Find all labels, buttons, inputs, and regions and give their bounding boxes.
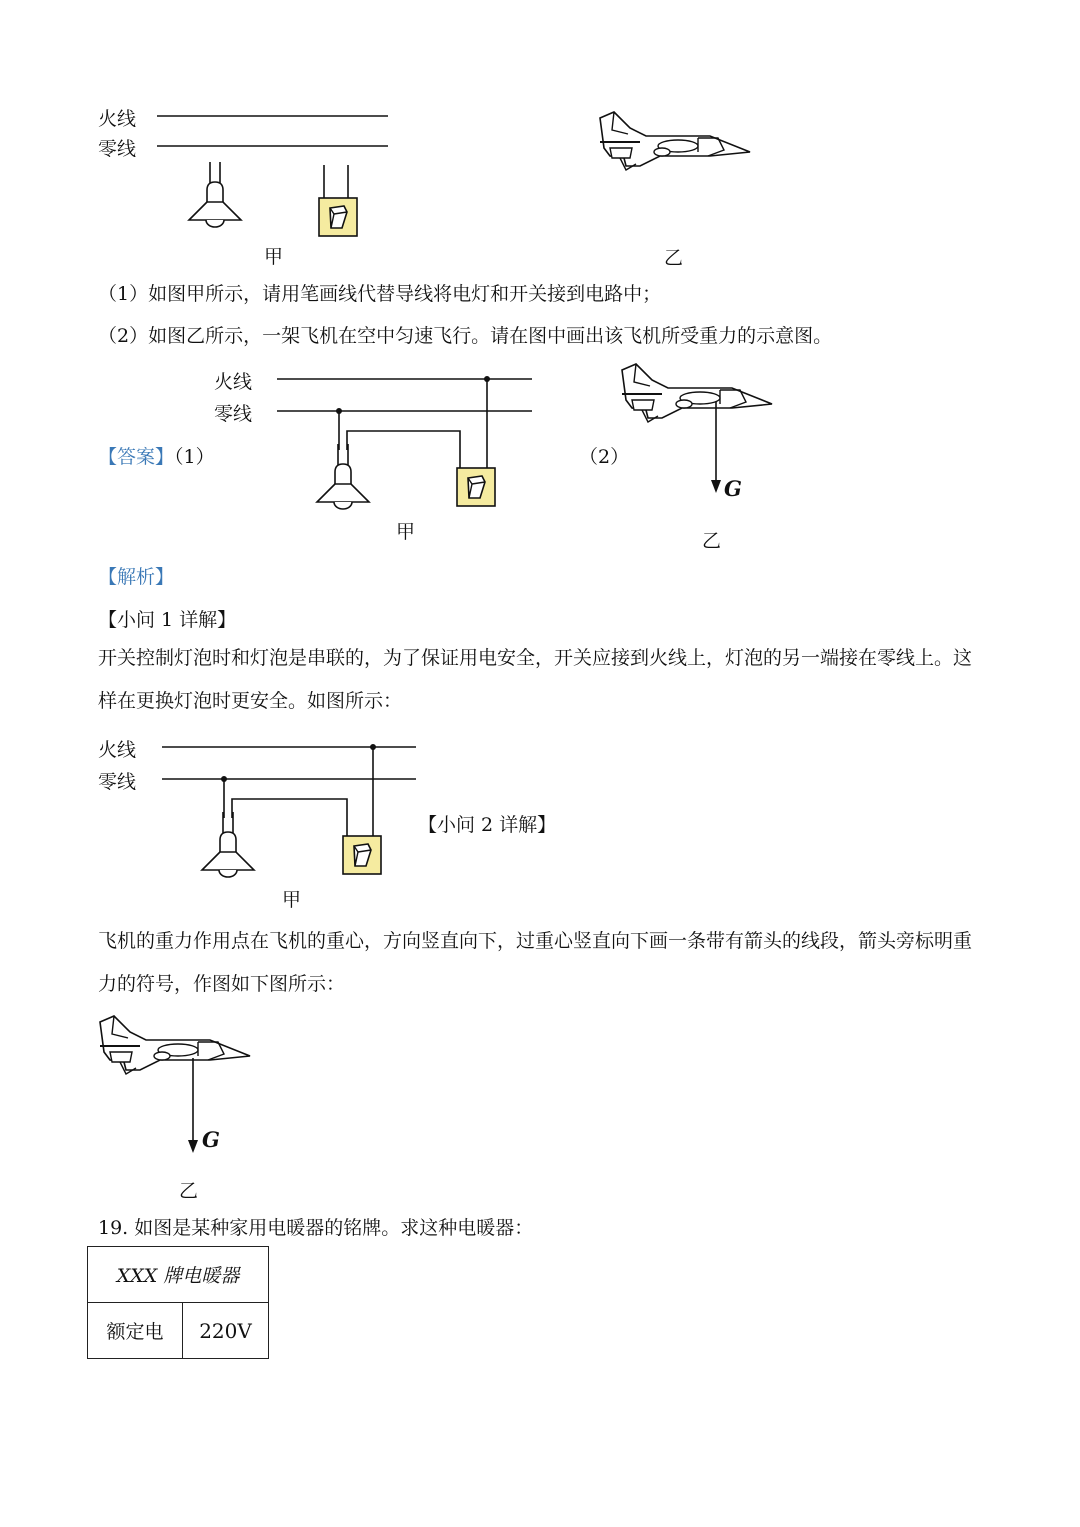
answer-hot-wire-label: 火线 (214, 371, 253, 393)
sub2-text: 飞机的重力作用点在飞机的重心，方向竖直向下，过重心竖直向下画一条带有箭头的线段，箭头旁标明重力的符号，作图如下图所示： (98, 930, 973, 995)
analysis-tag: 【解析】 (98, 566, 175, 588)
answer-part2-marker: （2） (579, 446, 630, 468)
sub1-hot-wire-label: 火线 (98, 739, 137, 761)
nameplate-title: XXX 牌电暖器 (88, 1247, 269, 1303)
answer-airplane-icon (622, 364, 772, 422)
nameplate-row1-value: 220V (183, 1303, 269, 1359)
analysis-figure-label-jia: 甲 (282, 889, 302, 911)
gravity-symbol: G (724, 476, 742, 501)
sub1-title: 【小问 1 详解】 (98, 609, 237, 631)
analysis-lamp-icon (202, 812, 254, 877)
answer-figure-label-yi: 乙 (702, 530, 722, 552)
answer-tag: 【答案】 (98, 446, 175, 468)
answer-part1-marker: （1） (174, 446, 215, 468)
answer-neutral-wire-label: 零线 (214, 403, 253, 425)
figure-label-yi: 乙 (664, 247, 684, 269)
lamp-icon (189, 162, 241, 227)
sub2-title: 【小问 2 详解】 (418, 814, 557, 836)
nameplate-row1-label: 额定电 (88, 1303, 183, 1359)
q19-text: 19. 如图是某种家用电暖器的铭牌。求这种电暖器： (98, 1217, 534, 1239)
answer-lamp-icon (317, 444, 369, 509)
nameplate-table (87, 1246, 269, 1359)
analysis-switch-icon (343, 836, 381, 874)
analysis-airplane-figure (0, 1010, 1080, 1160)
question-part-1: （1）如图甲所示，请用笔画线代替导线将电灯和开关接到电路中； (98, 283, 662, 305)
analysis-airplane-icon (100, 1016, 250, 1074)
hot-wire-label: 火线 (98, 108, 137, 130)
answer-header (98, 442, 215, 469)
analysis-figure-label-yi: 乙 (179, 1180, 199, 1202)
neutral-wire-label: 零线 (98, 138, 137, 160)
answer-figure-label-jia: 甲 (396, 521, 416, 543)
question-part-2: （2）如图乙所示，一架飞机在空中匀速飞行。请在图中画出该飞机所受重力的示意图。 (98, 325, 833, 347)
sub1-text: 开关控制灯泡时和灯泡是串联的，为了保证用电安全，开关应接到火线上，灯泡的另一端接在零线上。这样在更换灯泡时更安全。如图所示： (98, 647, 973, 712)
airplane-icon (600, 112, 750, 170)
sub1-neutral-wire-label: 零线 (98, 771, 137, 793)
answer-switch-icon (457, 468, 495, 506)
switch-icon (319, 198, 357, 236)
figure-label-jia: 甲 (264, 246, 284, 268)
question-circuit-figure (0, 0, 1080, 280)
analysis-gravity-symbol: G (202, 1127, 220, 1152)
